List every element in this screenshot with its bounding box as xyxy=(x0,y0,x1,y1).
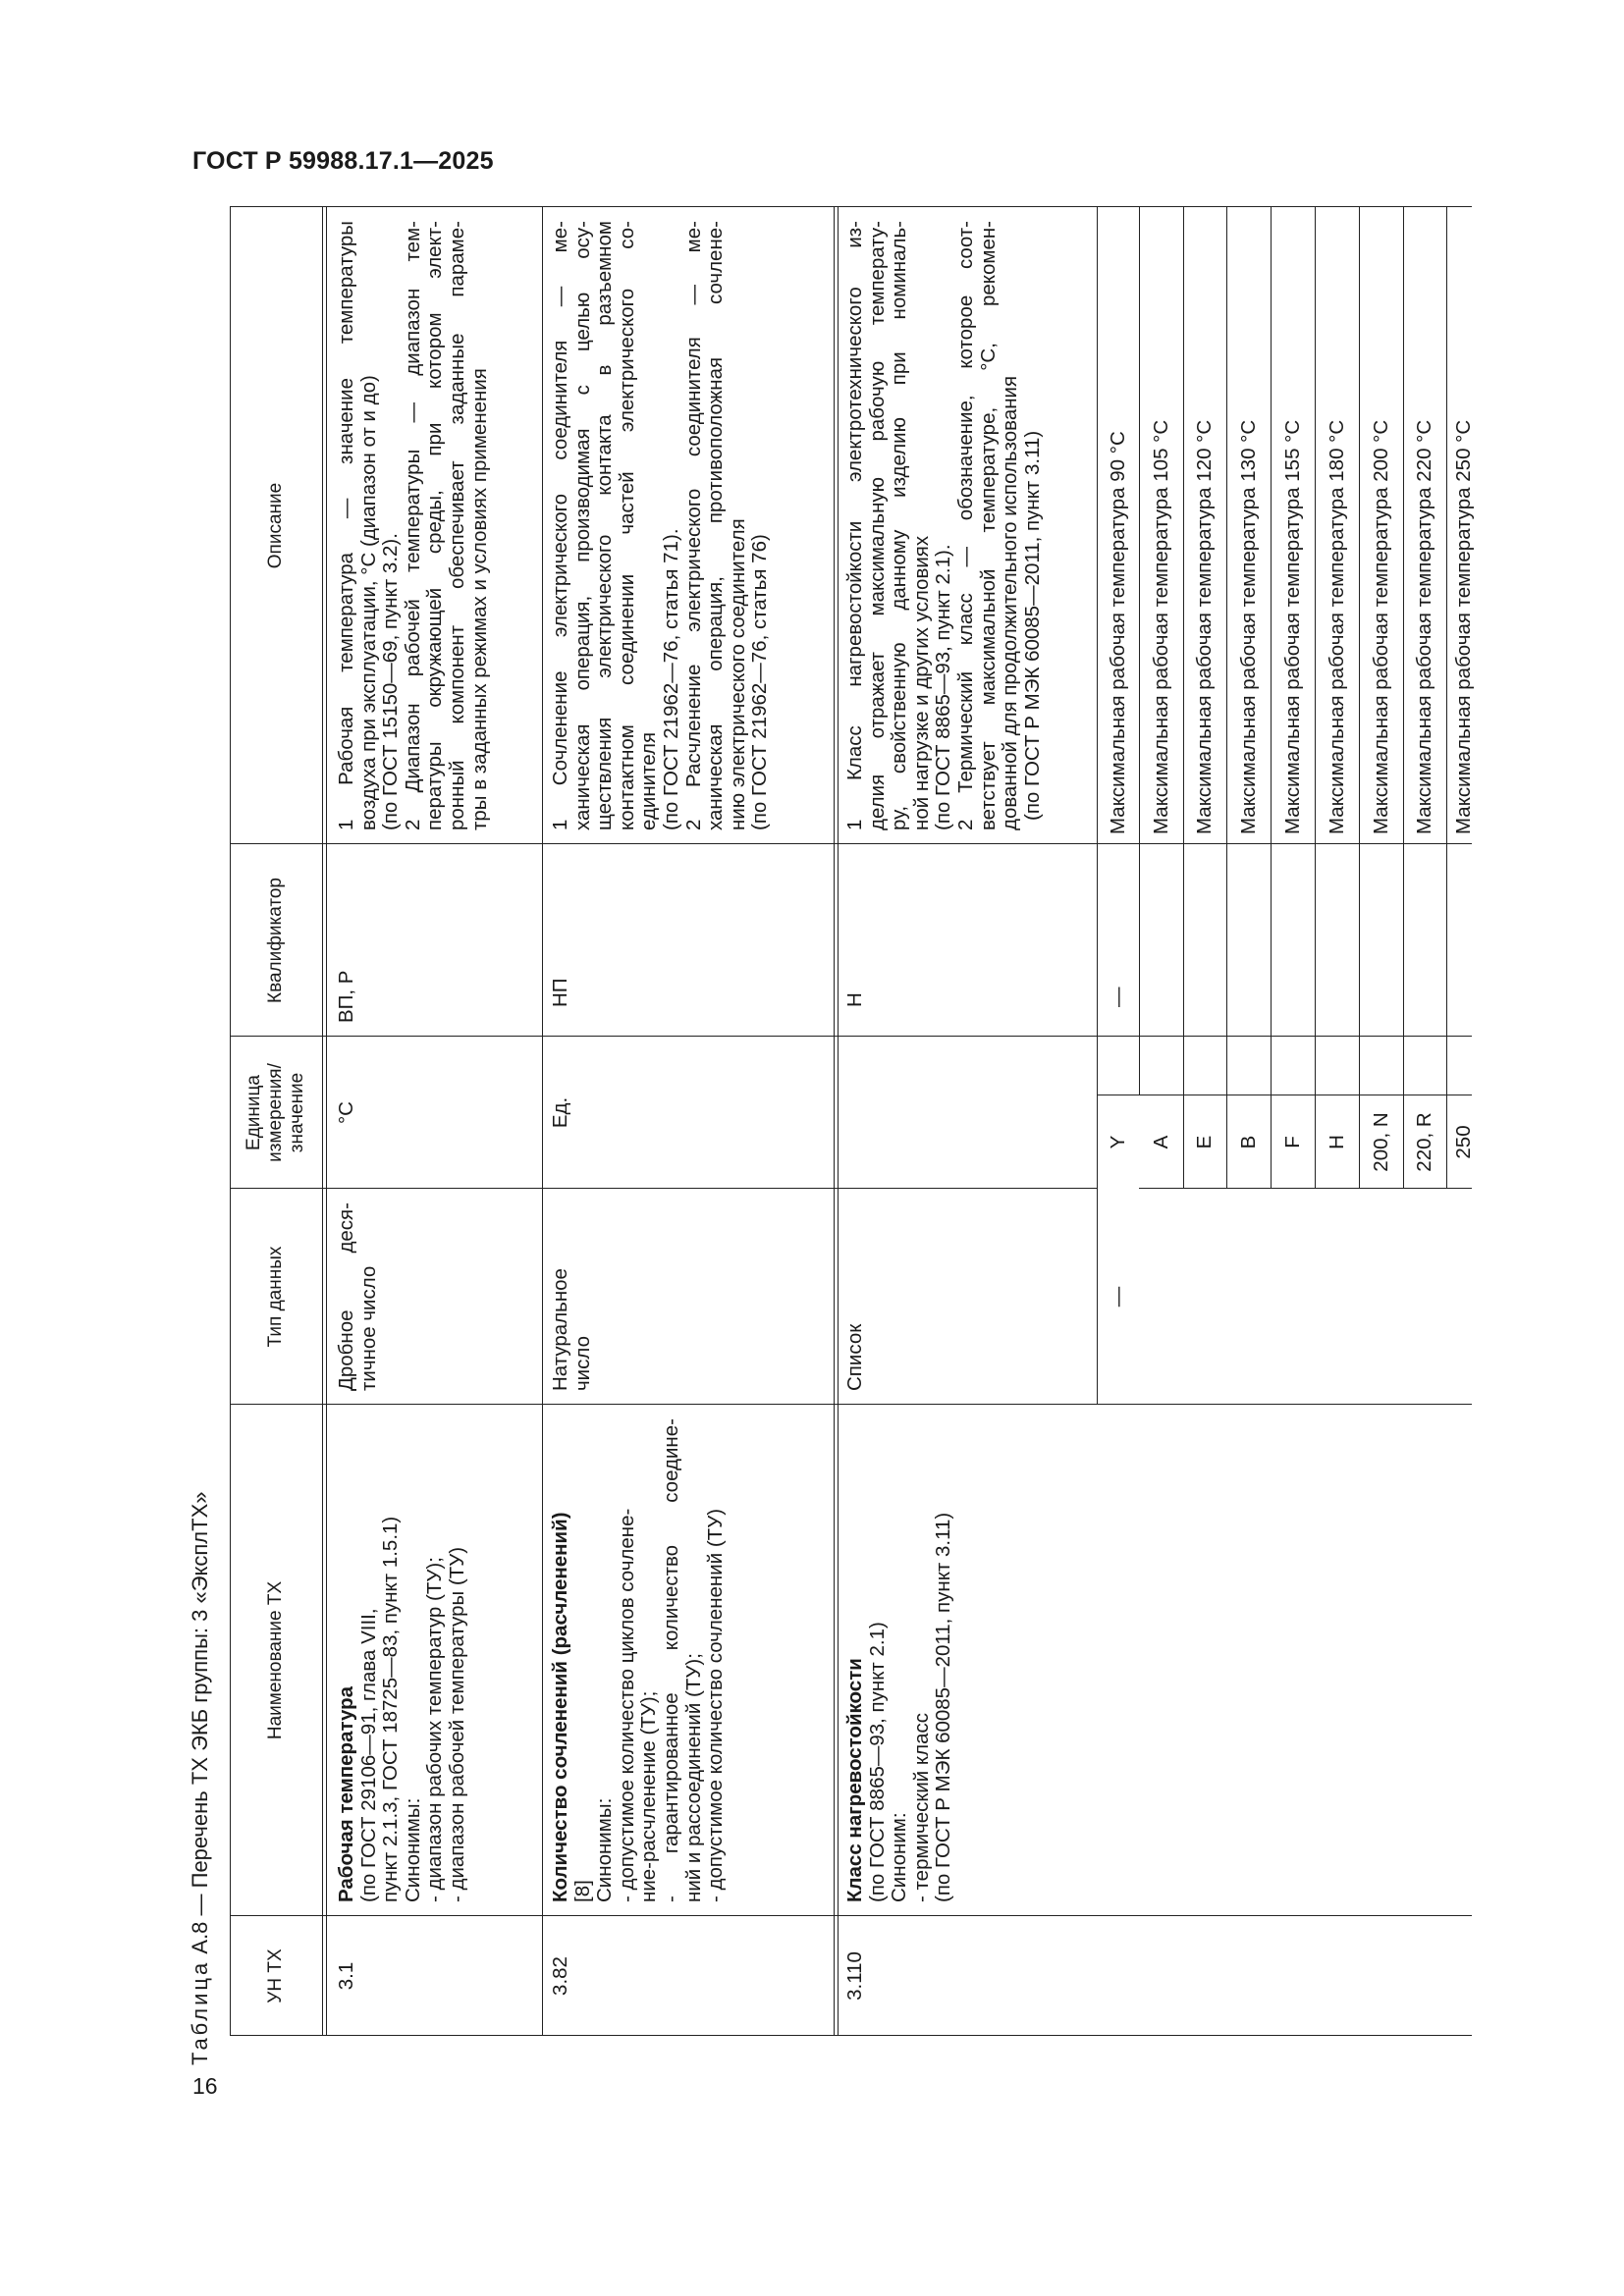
table-right-border xyxy=(230,206,1472,207)
sublist-description-0: Максимальная рабочая температура 90 °С xyxy=(1106,431,1129,834)
col-divider-3 xyxy=(230,1188,1097,1189)
row-3-82-name: Количество сочленений (расчленений) [8] Синонимы: - допустимое количество циклов сочлене- ние-расчленение (ТУ); - гарантированное количество соедине- ний и рассоединений (ТУ); - допустимое количество сочленений (ТУ) xyxy=(549,1418,728,1902)
row-3-110-name: Класс нагревостойкости (по ГОСТ 8865—93, пункт 2.1) Синоним: - термический класс (по ГОСТ Р МЭК 60085—2011, пункт 3.11) xyxy=(843,1512,955,1902)
sublist-description-1: Максимальная рабочая температура 105 °С xyxy=(1149,419,1172,834)
sublist-description-3: Максимальная рабочая температура 130 °С xyxy=(1236,419,1260,834)
sublist-top-rule xyxy=(1097,207,1098,1405)
row-3-110-description: 1 Класс нагревостойкости электротехнического из- делия отражает максимальную рабочую температу- ру, свойственную данному изделию при номиналь- ной нагрузке и других условиях (по ГОСТ 8865—93, пункт 2.1). 2 Термический класс — обозначение, которое соот- ветствует максимальной температуре, °С, рекомен- дованной для продолжительного использования (по ГОСТ Р МЭК 60085—2011, пункт 3.11) xyxy=(843,221,1044,830)
row-3-110-data-type: Список xyxy=(843,1323,866,1391)
row-3-1-data-type: Дробное деся- тичное число xyxy=(335,1202,380,1391)
sublist-code-2: Е xyxy=(1193,1135,1216,1149)
header-cell-data-type: Тип данных xyxy=(265,1246,286,1348)
sublist-rule-3 xyxy=(1226,207,1227,1189)
header-cell-name: Наименование ТХ xyxy=(265,1580,286,1740)
page-number: 16 xyxy=(192,2073,218,2099)
col-divider-5 xyxy=(230,843,1472,844)
sublist-code-6: 200, N xyxy=(1369,1112,1392,1172)
header-cell-qualifier: Квалификатор xyxy=(265,878,286,1003)
col-divider-2 xyxy=(230,1404,1472,1405)
sublist-rule-6 xyxy=(1359,207,1360,1189)
row-3-82-data-type: Натуральное число xyxy=(549,1268,594,1391)
header-cell-description: Описание xyxy=(265,482,286,569)
sublist-code-1: А xyxy=(1149,1135,1172,1149)
row-3-1-description: 1 Рабочая температура — значение температуры воздуха при эксплуатации, °С (диапазон от и до) (по ГОСТ 15150—69, пункт 3.2). 2 Диапазон рабочей температуры — диапазон тем- пературы окружающей среды, при котором элект- ронный компонент обеспечивает заданные параме- тры в заданных режимах и условиях применения xyxy=(335,221,491,830)
sublist-description-2: Максимальная рабочая температура 120 °С xyxy=(1193,419,1216,834)
sublist-description-8: Максимальная рабочая температура 250 °С xyxy=(1452,419,1475,834)
row-3-1-id: 3.1 xyxy=(335,1961,357,1991)
table-caption-title: А.8 — Перечень ТХ ЭКБ группы: 3 «ЭксплТХ» xyxy=(188,1491,212,1954)
row-3-82-qualifier: НП xyxy=(549,978,571,1007)
table-caption xyxy=(183,1492,218,2066)
header-cell-unit: Единица измерения/ значение xyxy=(244,1063,307,1162)
sublist-code-4: F xyxy=(1280,1136,1304,1148)
sublist-description-5: Максимальная рабочая температура 180 °С xyxy=(1325,419,1348,834)
row-3-1-unit: °С xyxy=(335,1101,357,1125)
sublist-description-6: Максимальная рабочая температура 200 °С xyxy=(1369,419,1392,834)
sublist-rule-2 xyxy=(1183,207,1184,1189)
row-3-110-id: 3.110 xyxy=(843,1951,866,2001)
sublist-code-0: Y xyxy=(1106,1135,1129,1149)
sublist-rule-5 xyxy=(1315,207,1316,1189)
sublist-qualifier-dash: — xyxy=(1106,987,1129,1007)
sublist-rule-1 xyxy=(1139,207,1140,1095)
sublist-data-type-dash: — xyxy=(1106,1286,1129,1308)
sublist-rule-4 xyxy=(1271,207,1272,1189)
row-3-82-description: 1 Сочленение электрического соединителя — ме- ханическая операция, производимая с целью осу- ществления электрического контакта в разъемном контактном соединении частей электрического со- единителя (по ГОСТ 21962—76, статья 71). 2 Расчленение электрического соединителя — ме- ханическая операция, противоположная сочлене- нию электрического соединителя (по ГОСТ 21962—76, статья 76) xyxy=(549,221,772,830)
sublist-code-8: 250 xyxy=(1452,1125,1475,1159)
row-divider-2 xyxy=(834,207,839,2036)
row-3-82-id: 3.82 xyxy=(549,1956,571,1996)
header-double-rule xyxy=(322,207,327,2036)
rotated-table-page xyxy=(183,133,1475,2065)
header-cell-id: УН ТХ xyxy=(265,1949,286,2003)
row-3-110-qualifier: Н xyxy=(843,992,866,1007)
document-header: ГОСТ Р 59988.17.1—2025 xyxy=(192,147,494,175)
sublist-description-7: Максимальная рабочая температура 220 °С xyxy=(1413,419,1435,834)
sublist-rule-8 xyxy=(1446,207,1447,1189)
table-left-border xyxy=(230,2035,1472,2036)
sublist-code-7: 220, R xyxy=(1413,1112,1435,1172)
sublist-code-5: Н xyxy=(1325,1135,1348,1149)
row-3-1-name: Рабочая температура (по ГОСТ 29106—91, глава VIII, пункт 2.1.3, ГОСТ 18725—83, пункт 1.5.1) Синонимы: - диапазон рабочих температур (ТУ); - диапазон рабочей температуры (ТУ) xyxy=(335,1516,468,1902)
sublist-description-4: Максимальная рабочая температура 155 °С xyxy=(1280,419,1304,834)
col-divider-4 xyxy=(230,1036,1472,1037)
table-top-border xyxy=(230,207,231,2036)
row-3-82-unit: Ед. xyxy=(549,1096,571,1129)
sublist-rule-7 xyxy=(1403,207,1404,1189)
data-table xyxy=(230,207,1475,2036)
table-caption-prefix: Таблица xyxy=(188,1959,212,2065)
col-divider-1 xyxy=(230,1915,1472,1916)
row-3-1-qualifier: ВП, Р xyxy=(335,970,357,1023)
sublist-code-left-rule xyxy=(1139,1188,1472,1189)
row-divider-1 xyxy=(542,207,543,2036)
sublist-code-3: В xyxy=(1236,1135,1260,1149)
